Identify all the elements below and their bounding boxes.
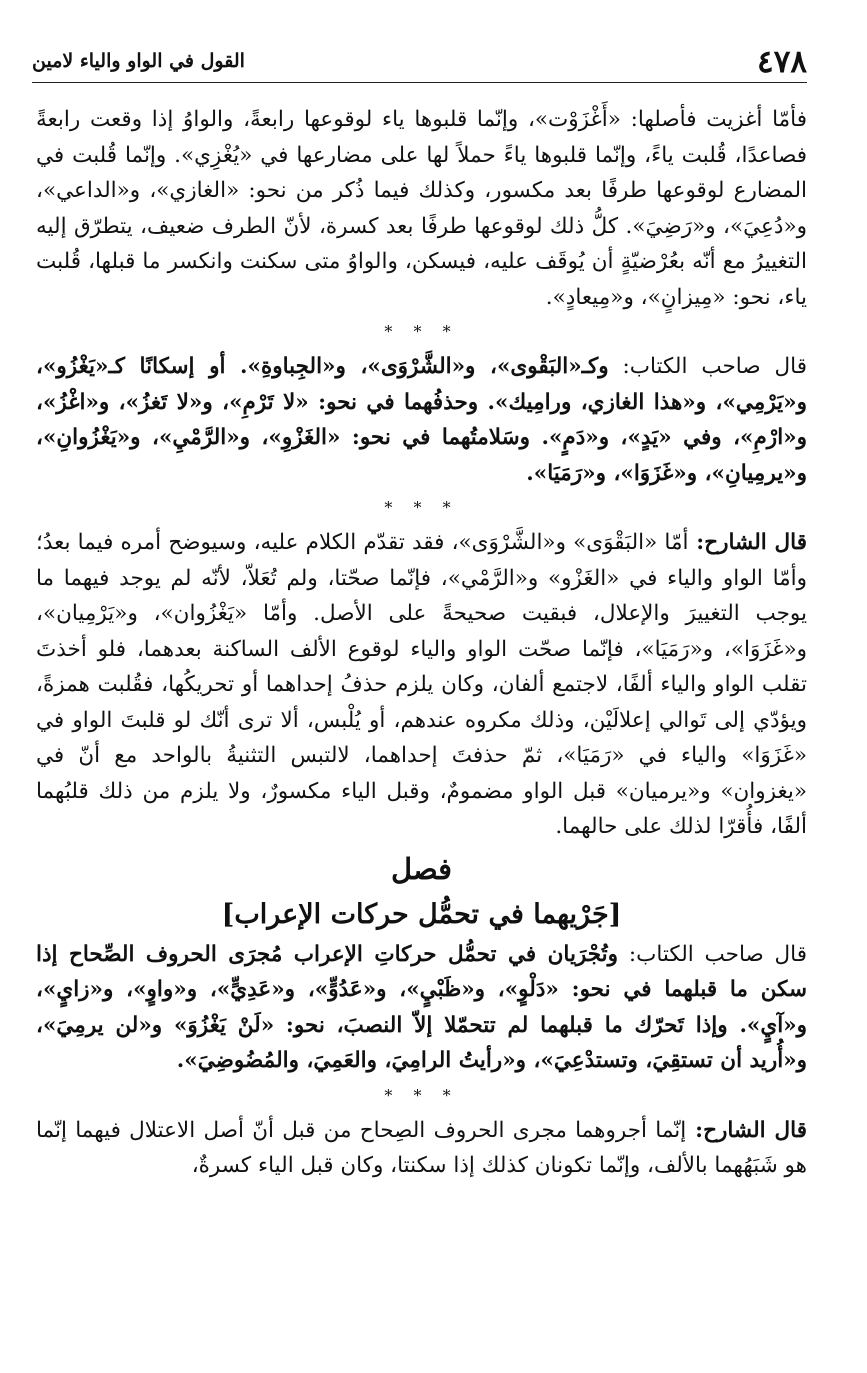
author-lead: قال صاحب الكتاب: xyxy=(608,354,807,379)
author-text-2: وتُجْرَيان في تحمُّل حركاتِ الإعراب مُجرَى الحروف الصِّحاح إذا سكن ما قبلهما في نحو: «دَلْوٍ»، و«ظَبْيٍ»، و«عَدُوٍّ»، و«عَدِيٍّ»، و«واوٍ»، و«زايٍ»، و«آيٍ». وإذا تَحرّك ما قبلهما لم تتحمّلا إلاّ النصبَ، نحو: «لَنْ يَغْزُوَ» و«لن يرمِيَ»، و«أُريد أن تستقِيَ، وتستدْعِيَ»، و«رأيتُ الرامِيَ، والعَمِيَ، والمُضُوضِيَ». xyxy=(36,941,807,1073)
page-number: ٤٧٨ xyxy=(757,44,807,80)
section-subtitle: [جَرْيهما في تحمُّل حركات الإعراب] xyxy=(221,898,622,930)
separator-stars-1: * * * xyxy=(384,322,459,341)
author-text: وكـ«البَقْوى»، و«الشَّرْوَى»، و«الجِباوةِ». أو إسكانًا كـ«يَغْزُو»، و«يَرْمِي»، و«هذا الغازي، ورامِيك». وحذفُهما في نحو: «لا تَرْمِ»، و«لا تَغزُ»، و«اغْزُ»، و«ارْمِ»، وفي «يَدٍ»، و«دَمٍ». وسَلامتُهما في نحو: «الغَزْوِ»، و«الرَّمْيِ»، و«يَغْزُوانِ»، و«يرمِيانِ»، و«غَزَوَا»، و«رَمَيَا». xyxy=(36,354,807,486)
page-body xyxy=(36,102,807,1184)
paragraph-3 xyxy=(36,525,807,845)
paragraph-2 xyxy=(36,349,807,491)
running-title: القول في الواو والياء لامين xyxy=(32,50,245,72)
section-title: فصل xyxy=(391,851,452,886)
paragraph-4 xyxy=(36,937,807,1079)
commentator-lead-2: قال الشارح: xyxy=(686,1117,807,1143)
paragraph-1: فأمّا أغزيت فأصلها: «أَغْزَوْت»، وإنّما قلبوها ياء لوقوعها رابعةً، والواوُ إذا وقعت رابعةً فصاعدًا، قُلبت ياءً، وإنّما قلبوها ياءً حملاً لها على مضارعها في «يُغْزِي». وإنّما قُلبت في المضارع لوقوعها طرفًا بعد مكسور، وكذلك فيما ذُكر من نحو: «الغازي»، و«الداعي»، و«دُعِيَ»، و«رَضِيَ». كلُّ ذلك لوقوعها طرفًا بعد كسرة، لأنّ الطرف ضعيف، يتطرّق إليه التغييرُ مع أنّه بعُرْضيّةٍ أن يُوقَف عليه، فيسكن، والواوُ متى سكنت وانكسر ما قبلها، قُلبت ياء، نحو: «مِيزانٍ»، و«مِيعادٍ». xyxy=(36,107,807,310)
commentary-text-2: إنّما أجروهما مجرى الحروف الصِحاح من قبل أنّ أصل الاعتلال فيهما إنّما هو شَبَهُهما بالألف، وإنّما تكونان كذلك إذا سكنتا، وكان قبل الياء كسرةٌ، xyxy=(36,1117,807,1178)
separator-stars-2: * * * xyxy=(384,498,459,517)
separator-stars-3: * * * xyxy=(384,1085,459,1105)
page-header xyxy=(32,42,807,83)
commentary-text: أمّا «البَقْوَى» و«الشَّرْوَى»، فقد تقدّم الكلام عليه، وسيوضح أمره فيما بعدُ؛ وأمّا الواو والياء في «الغَزْو» و«الرَّمْي»، فإنّما صحّتا، ولم تُعَلاّ، لأنّه لم يوجد فيهما ما يوجب التغييرَ والإعلال، فبقيت صحيحةً على الأصل. وأمّا «يَغْزُوان»، و«يَرْمِيان»، و«غَزَوَا»، و«رَمَيَا»، فإنّما صحّت الواو والياء لوقوع الألف الساكنة بعدهما، فلو أخذتَ تقلب الواو والياء ألفًا، لاجتمع ألفان، وكان يلزم حذفُ إحداهما أو تحريكُها، فقُلبت همزةً، ويؤدّي إلى تَوالي إعلالَيْن، وذلك مكروه عندهم، أو يُلْبس، ألا ترى أنّك لو قلبتَ الواو في «غَزَوَا» والياء في «رَمَيَا»، ثمّ حذفتَ إحداهما، لالتبس التثنيةُ بالواحد مع أنّ في «يغزوان» و«يرميان» قبل الواو مضمومٌ، وقبل الياء مكسورٌ، ولا يلزم من ذلك قلبُهما ألفًا، فأُقرّا لذلك على حالهما. xyxy=(36,530,807,839)
paragraph-5 xyxy=(36,1113,807,1184)
commentator-lead: قال الشارح: xyxy=(688,530,807,555)
author-lead-2: قال صاحب الكتاب: xyxy=(618,941,807,967)
